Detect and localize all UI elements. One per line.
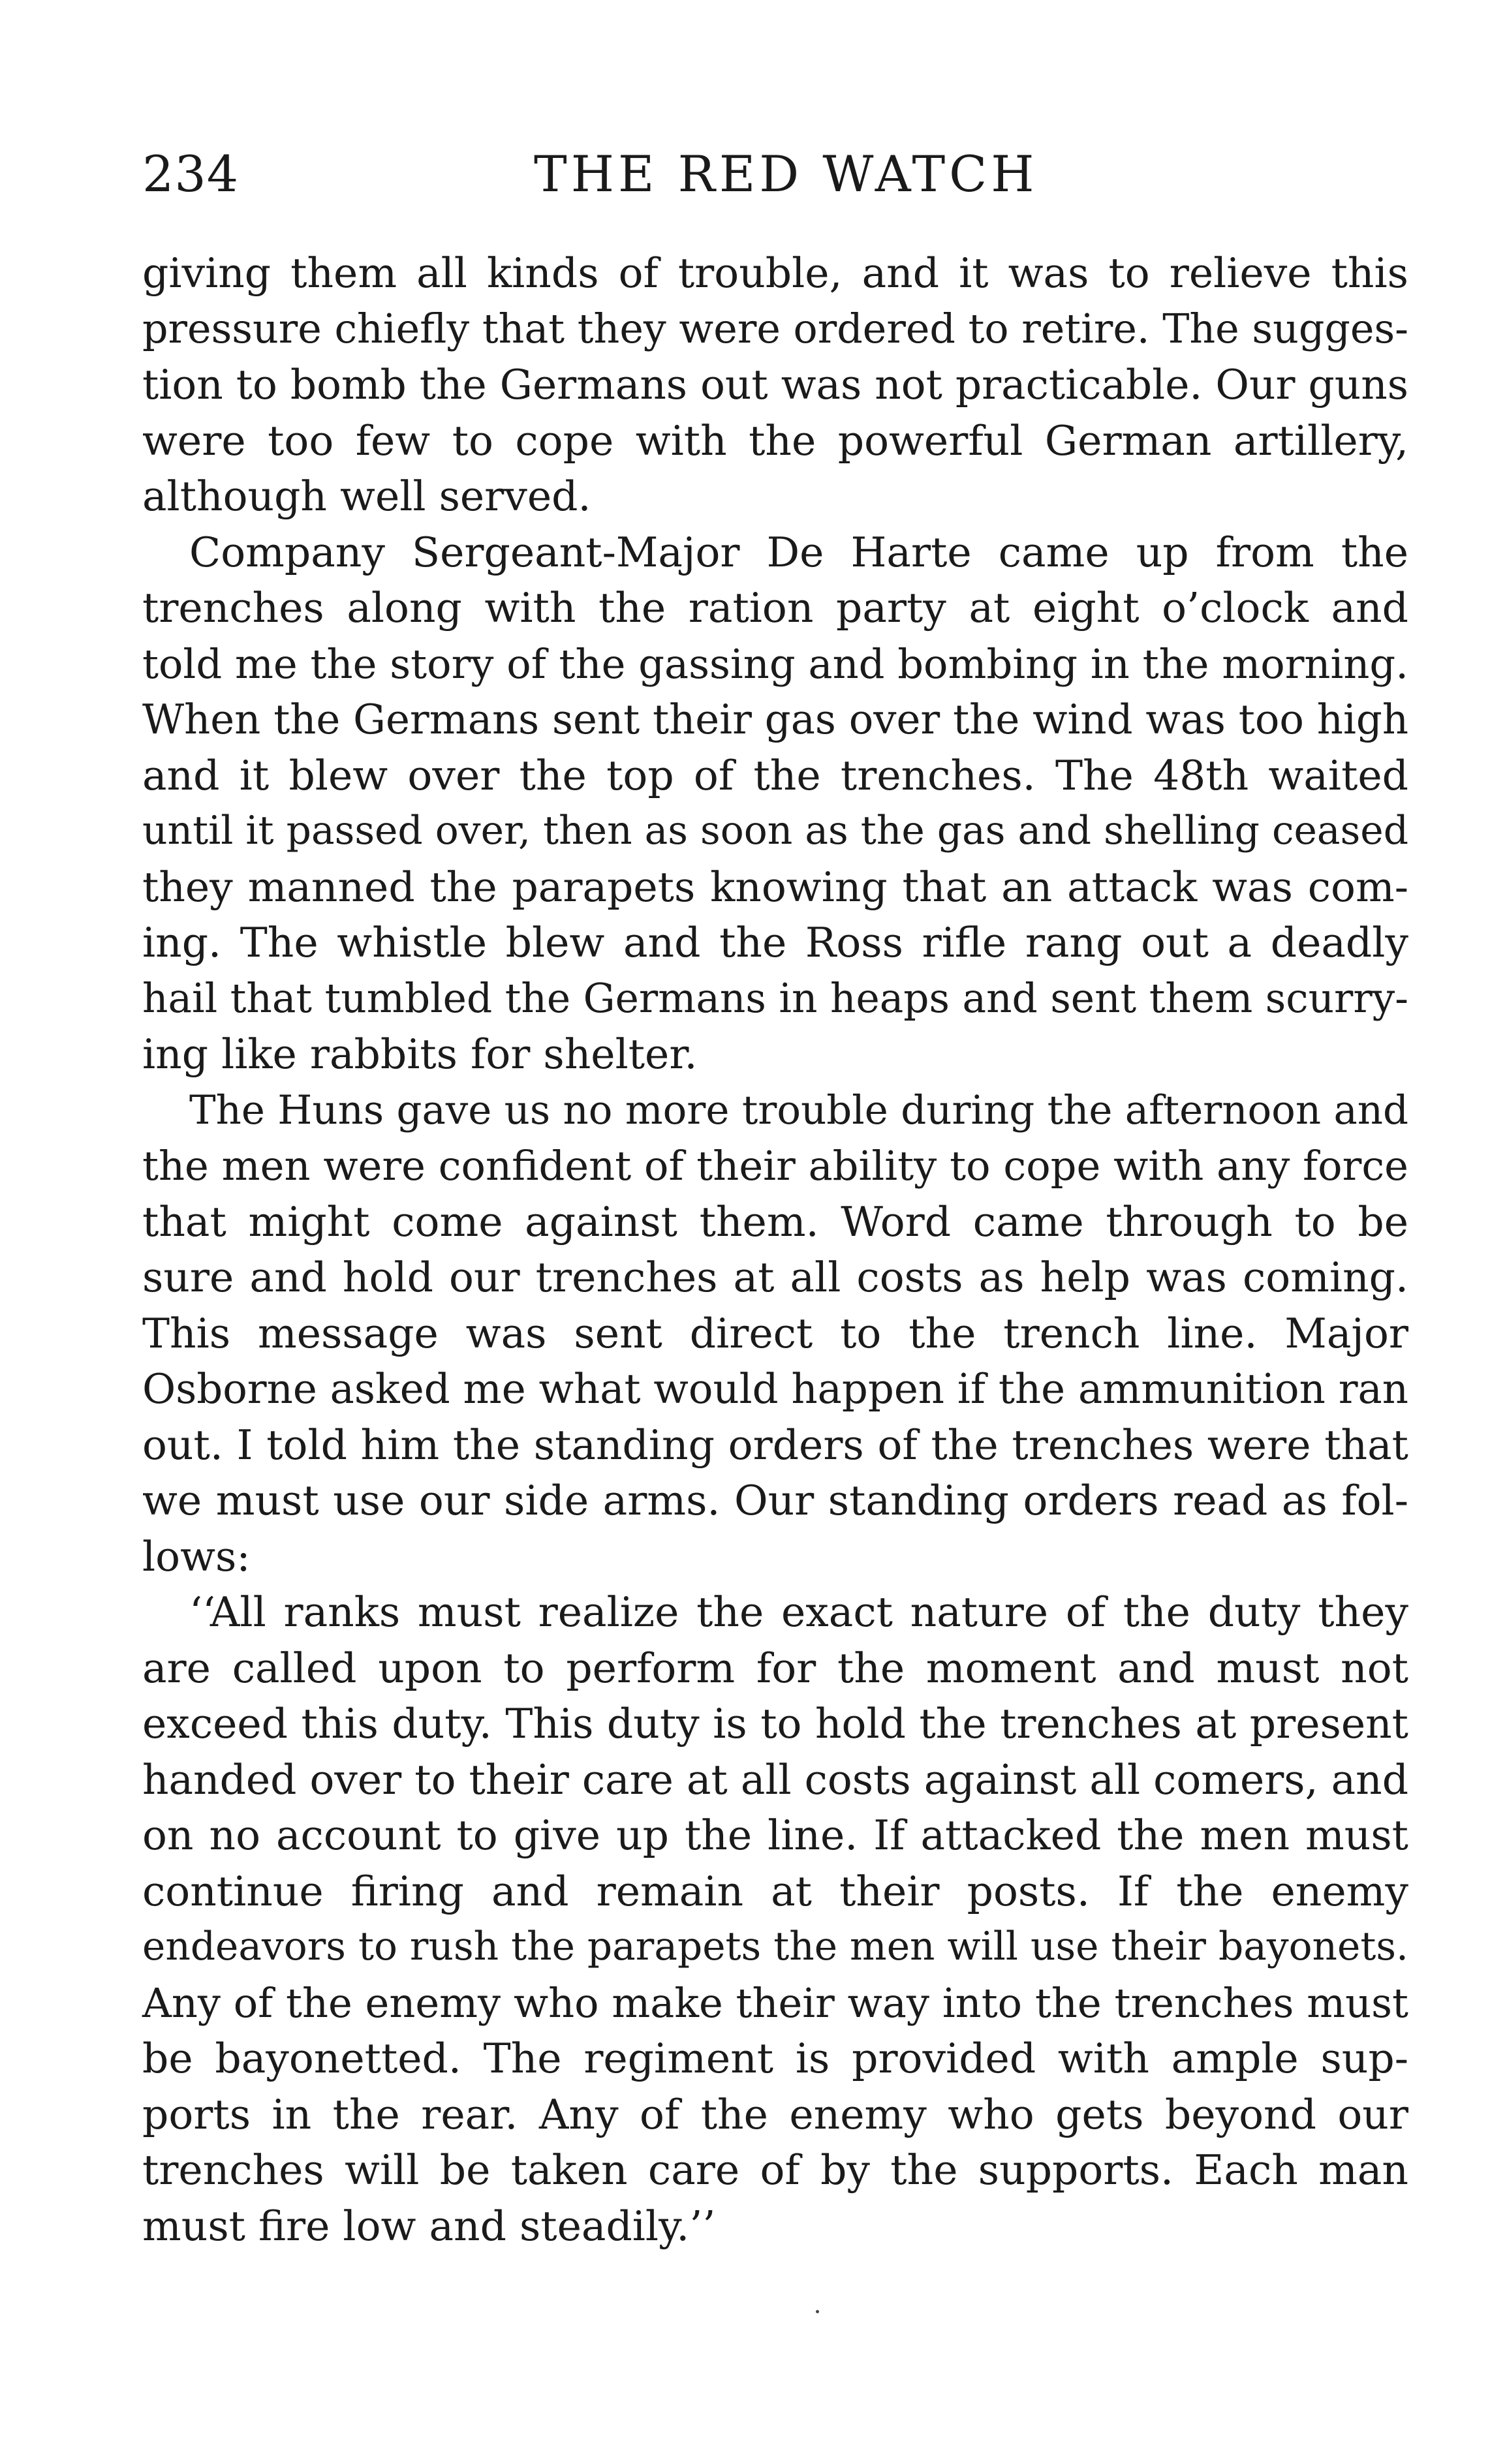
text-line: trenches will be taken care of by the supports. Each man	[142, 2146, 1408, 2194]
text-line: sure and hold our trenches at all costs as help was coming.	[142, 1254, 1408, 1301]
text-line: out. I told him the standing orders of the trenches were that	[142, 1421, 1408, 1469]
page-header	[142, 145, 1369, 204]
paragraph-quote	[142, 1584, 1408, 2254]
page-number: 234	[142, 145, 240, 203]
text-line: and it blew over the top of the trenches. The 48th waited	[142, 751, 1408, 799]
text-line: ing. The whistle blew and the Ross rifle rang out a deadly	[142, 919, 1408, 966]
paragraph	[142, 1083, 1408, 1585]
text-line: continue firing and remain at their posts. If the enemy	[142, 1867, 1408, 1915]
text-line: Company Sergeant-Major De Harte came up from the	[189, 528, 1408, 576]
text-line: The Huns gave us no more trouble during the afternoon and	[189, 1086, 1408, 1133]
text-line: giving them all kinds of trouble, and it was to relieve this	[142, 249, 1408, 297]
text-line: ‘‘All ranks must realize the exact nature of the duty they	[189, 1588, 1408, 1636]
text-line: handed over to their care at all costs against all comers, and	[142, 1755, 1408, 1804]
text-line: hail that tumbled the Germans in heaps and sent them scurry-	[142, 975, 1408, 1022]
text-line: Osborne asked me what would happen if the ammunition ran	[142, 1365, 1408, 1413]
text-line: are called upon to perform for the moment and must not	[142, 1644, 1408, 1692]
text-line: exceed this duty. This duty is to hold the trenches at present	[142, 1700, 1408, 1748]
text-line: trenches along with the ration party at eight o’clock and	[142, 584, 1408, 632]
paragraph	[142, 245, 1408, 525]
text-line: that might come against them. Word came through to be	[142, 1197, 1408, 1246]
text-line: When the Germans sent their gas over the wind was too high	[142, 696, 1408, 743]
text-line: endeavors to rush the parapets the men will use their bayonets.	[142, 1924, 1408, 1969]
text-line: we must use our side arms. Our standing orders read as fol-	[142, 1477, 1408, 1524]
text-line: the men were confident of their ability to cope with any force	[142, 1142, 1408, 1190]
text-line: ports in the rear. Any of the enemy who gets beyond our	[142, 2090, 1408, 2138]
body-text	[142, 245, 1408, 2254]
text-line: until it passed over, then as soon as the gas and shelling ceased	[142, 808, 1408, 854]
text-line: ing like rabbits for shelter.	[142, 1030, 698, 1078]
text-line: told me the story of the gassing and bombing in the morning.	[142, 639, 1408, 688]
text-line: tion to bomb the Germans out was not practicable. Our guns	[142, 361, 1408, 408]
text-line: were too few to cope with the powerful German artillery,	[142, 416, 1408, 465]
running-title: THE RED WATCH	[534, 145, 1038, 203]
paragraph	[142, 525, 1408, 1083]
text-line: pressure chiefly that they were ordered to retire. The sugges-	[142, 305, 1408, 352]
text-line: although well served.	[142, 472, 591, 520]
print-speck	[816, 2310, 819, 2313]
text-line: Any of the enemy who make their way into the trenches must	[142, 1979, 1408, 2027]
text-line: lows:	[142, 1532, 251, 1580]
text-line: they manned the parapets knowing that an attack was com-	[142, 863, 1408, 911]
text-line: on no account to give up the line. If attacked the men must	[142, 1811, 1408, 1859]
text-line: This message was sent direct to the trench line. Major	[142, 1309, 1408, 1357]
text-line: be bayonetted. The regiment is provided with ample sup-	[142, 2035, 1408, 2082]
text-line: must fire low and steadily.’’	[142, 2202, 716, 2250]
